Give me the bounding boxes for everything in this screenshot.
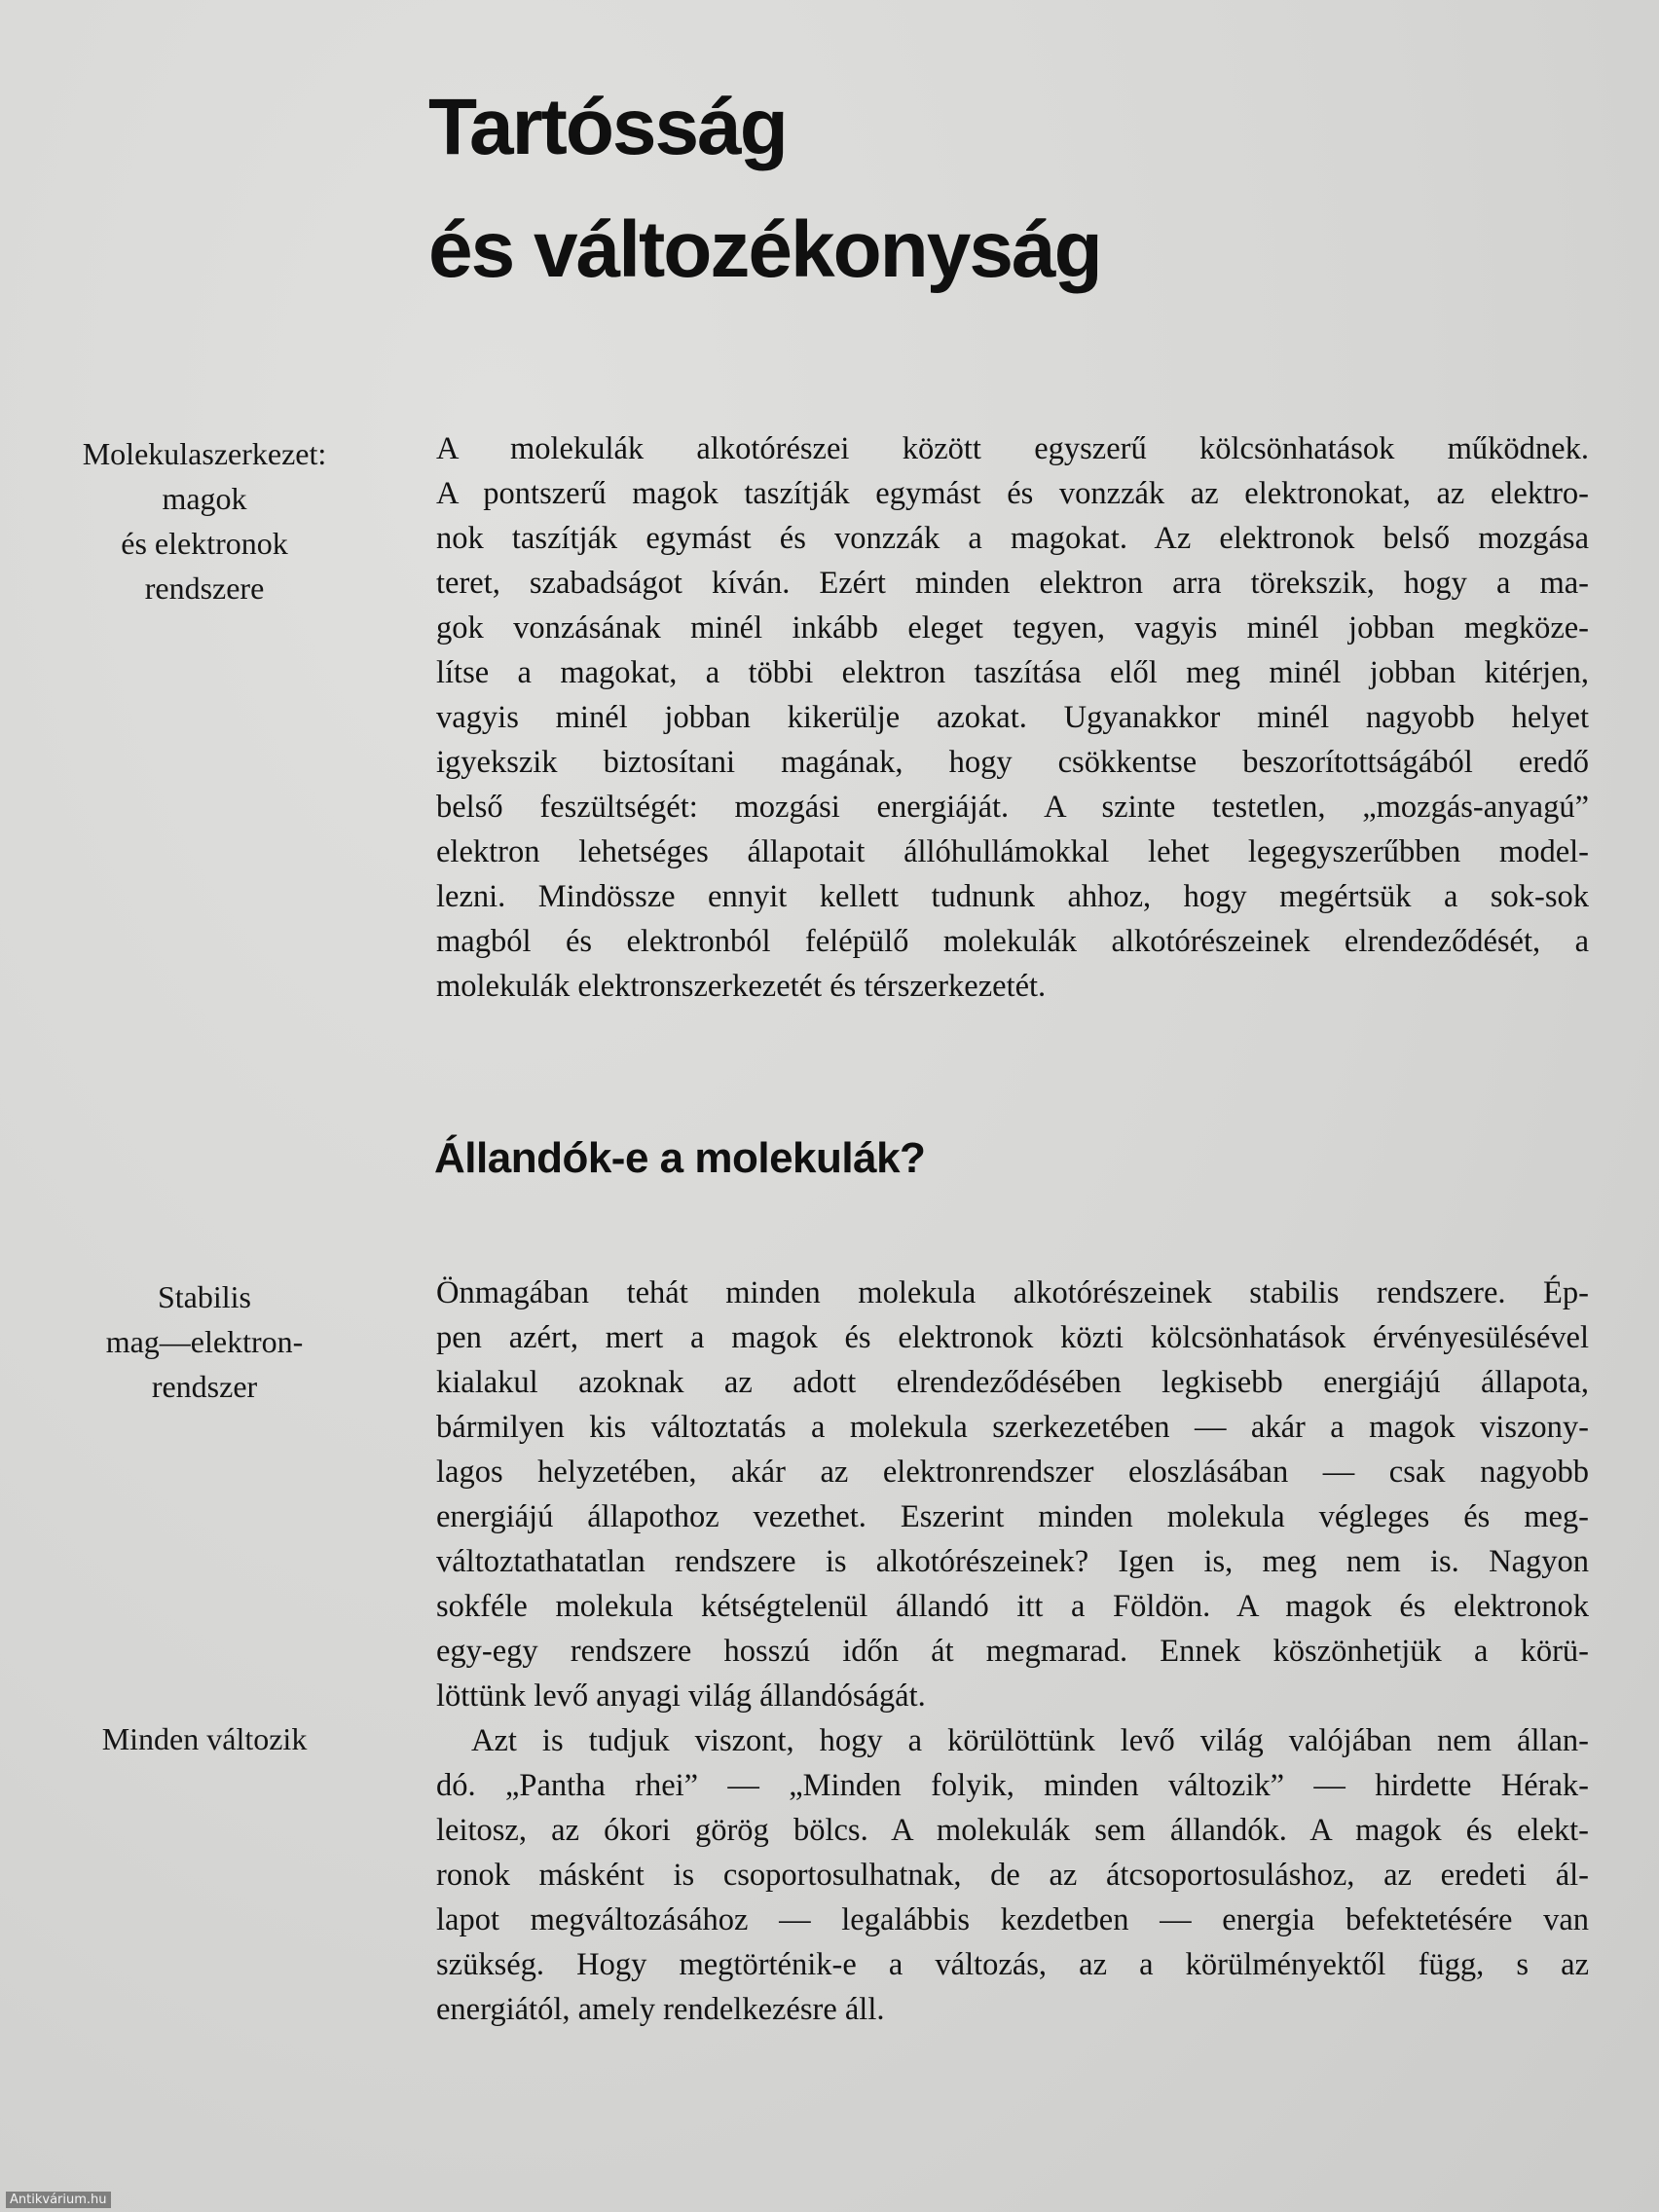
paragraph-molecular-structure: A molekulák alkotórészei között egyszerű kölcsönhatások működnek. A pontszerű magok taszítják egymást és vonzzák az elektronokat, az elektro- nok taszítják egymást és vonzzák a magokat. Az elektronok belső mozgása teret, szabadságot kíván. Ezért minden elektron arra törekszik, hogy a ma- gok vonzásának minél inkább eleget tegyen, vagyis minél jobban megköze- lítse a magokat, a többi elektron taszítása elől meg minél jobban kitérjen, vagyis minél jobban kikerülje azokat. Ugyanakkor minél nagyobb helyet igyekszik biztosítani magának, hogy csökkentse beszorítottságából eredő belső feszültségét: mozgási energiáját. A szinte testetlen, „mozgás-anyagú” elektron lehetséges állapotait állóhullámokkal lehet legegyszerűbben model- lezni. Mindössze ennyit kellett tudnunk ahhoz, hogy megértsük a sok-sok magból és elektronból felépülő molekulák alkotórészeinek elrendeződését, a molekulák elektronszerkezetét és térszerkezetét.: [436, 431, 1589, 1004]
section-heading: Állandók-e a molekulák?: [434, 1134, 926, 1182]
side-note-stable-system: Stabilis mag—elektron- rendszer: [105, 1279, 304, 1404]
title-line-2: és változékonyság: [428, 205, 1101, 294]
watermark: Antikvárium.hu: [6, 2192, 111, 2208]
side-note-molecular-structure: Molekulaszerkezet: magok és elektronok rendszere: [82, 436, 327, 606]
side-note-everything-changes: Minden változik: [101, 1721, 308, 1756]
page-title: [428, 66, 1101, 312]
paragraph-everything-changes: Azt is tudjuk viszont, hogy a körülöttünk levő világ valójában nem állan- dó. „Pantha rhei” — „Minden folyik, minden változik” — hirdette Hérak- leitosz, az ókori görög bölcs. A molekulák sem állandók. A magok és elekt- ronok másként is csoportosulhatnak, de az átcsoportosuláshoz, az eredeti ál- lapot megváltozásához — legalábbis kezdetben — energia befektetésére van szükség. Hogy megtörténik-e a változás, az a körülményektől függ, s az energiától, amely rendelkezésre áll.: [436, 1723, 1589, 2027]
title-line-1: Tartósság: [428, 83, 787, 171]
paragraph-stable-system: Önmagában tehát minden molekula alkotórészeinek stabilis rendszere. Ép- pen azért, mert a magok és elektronok közti kölcsönhatások érvényesülésével kialakul azoknak az adott elrendeződésében legkisebb energiájú állapota, bármilyen kis változtatás a molekula szerkezetében — akár a magok viszony- lagos helyzetében, akár az elektronrendszer eloszlásában — csak nagyobb energiájú állapothoz vezethet. Eszerint minden molekula végleges és meg- változtathatatlan rendszere is alkotórészeinek? Igen is, meg nem is. Nagyon sokféle molekula kétségtelenül állandó itt a Földön. A magok és elektronok egy-egy rendszere hosszú időn át megmarad. Ennek köszönhetjük a körü- löttünk levő anyagi világ állandóságát.: [436, 1275, 1589, 1714]
